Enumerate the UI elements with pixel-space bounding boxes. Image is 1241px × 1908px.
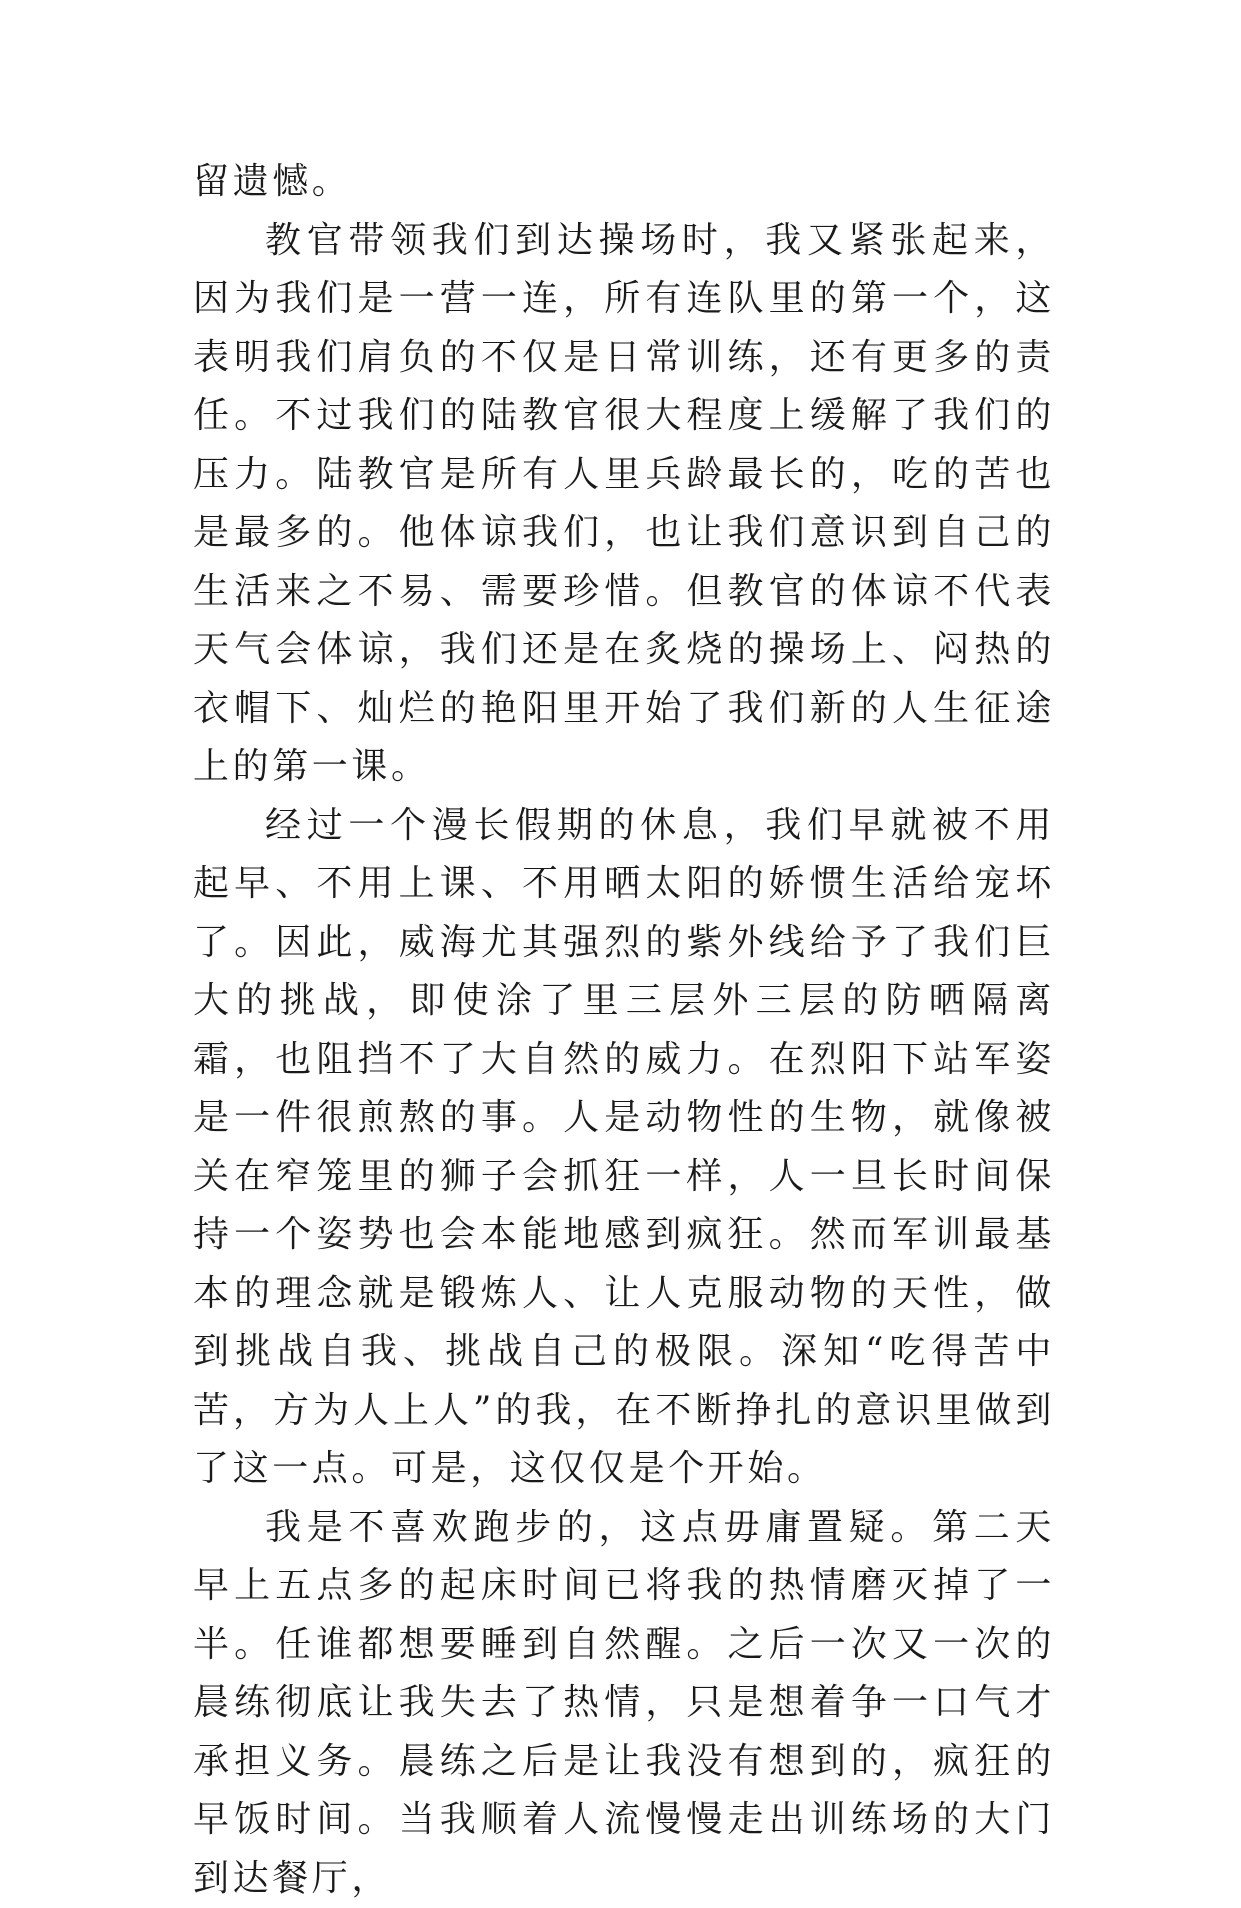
paragraph-2: 教官带领我们到达操场时，我又紧张起来，因为我们是一营一连，所有连队里的第一个，这表明我们肩负的不仅是日常训练，还有更多的责任。不过我们的陆教官很大程度上缓解了我们的压力。陆教官是所有人里兵龄最长的，吃的苦也是最多的。他体谅我们，也让我们意识到自己的生活来之不易、需要珍惜。但教官的体谅不代表天气会体谅，我们还是在炙烧的操场上、闷热的衣帽下、灿烂的艳阳里开始了我们新的人生征途上的第一课。: [193, 212, 1055, 797]
paragraph-3: 经过一个漫长假期的休息，我们早就被不用起早、不用上课、不用晒太阳的娇惯生活给宠坏了。因此，威海尤其强烈的紫外线给予了我们巨大的挑战，即使涂了里三层外三层的防晒隔离霜，也阻挡不了大自然的威力。在烈阳下站军姿是一件很煎熬的事。人是动物性的生物，就像被关在窄笼里的狮子会抓狂一样，人一旦长时间保持一个姿势也会本能地感到疯狂。然而军训最基本的理念就是锻炼人、让人克服动物的天性，做到挑战自我、挑战自己的极限。深知“吃得苦中苦，方为人上人”的我，在不断挣扎的意识里做到了这一点。可是，这仅仅是个开始。: [193, 797, 1055, 1499]
paragraph-4: 我是不喜欢跑步的，这点毋庸置疑。第二天早上五点多的起床时间已将我的热情磨灭掉了一半。任谁都想要睡到自然醒。之后一次又一次的晨练彻底让我失去了热情，只是想着争一口气才承担义务。晨练之后是让我没有想到的，疯狂的早饭时间。当我顺着人流慢慢走出训练场的大门到达餐厅，: [193, 1499, 1055, 1908]
document-body: [193, 153, 1055, 1908]
paragraph-1: 留遗憾。: [193, 153, 1055, 212]
